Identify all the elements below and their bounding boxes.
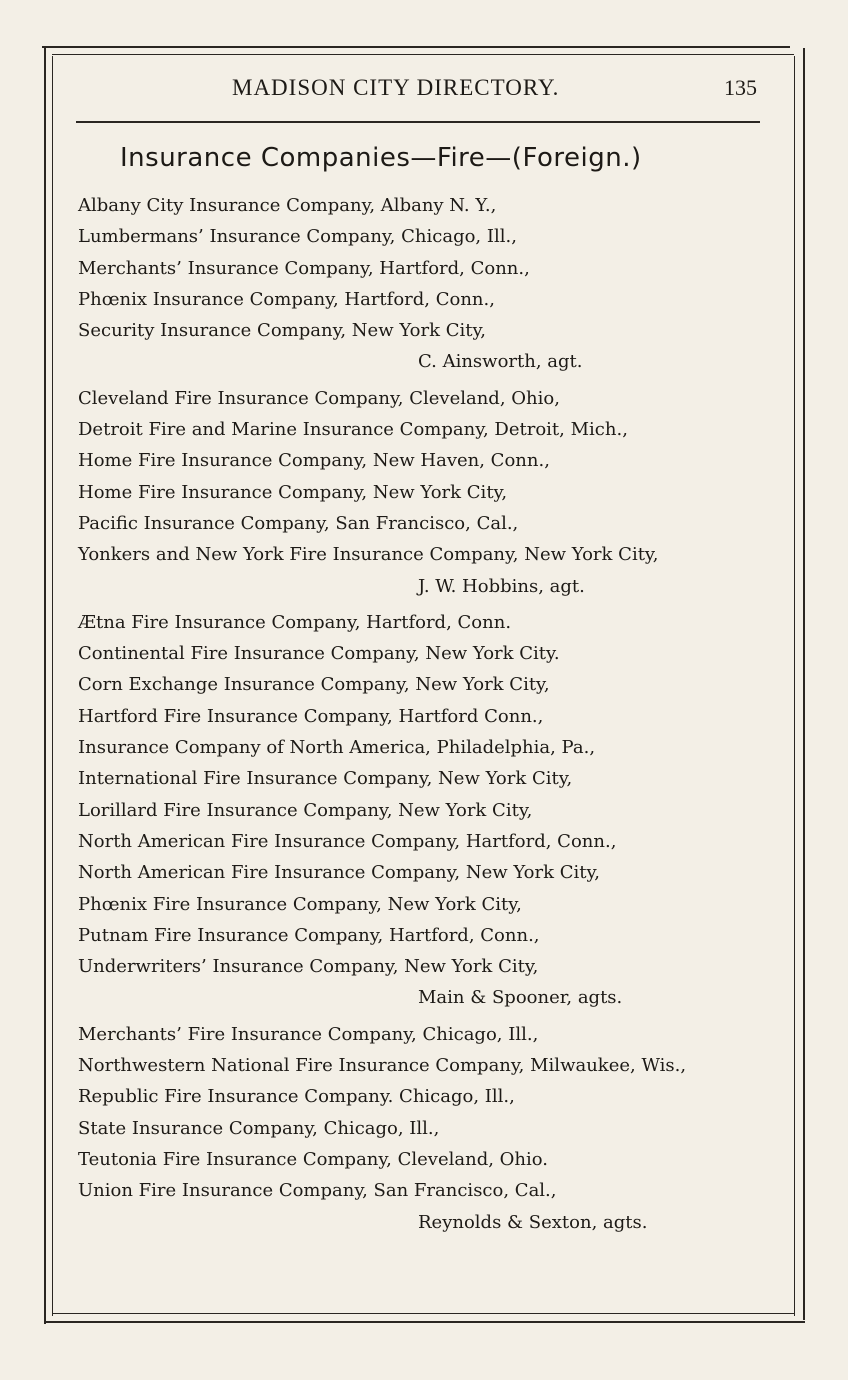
- company-entry: International Fire Insurance Company, New York City,: [78, 768, 573, 790]
- border-top-inner: [52, 54, 794, 55]
- company-entry: Cleveland Fire Insurance Company, Cleveland, Ohio,: [78, 387, 560, 409]
- border-bottom-inner: [52, 1313, 795, 1314]
- company-entry: Phœnix Insurance Company, Hartford, Conn.,: [78, 288, 495, 310]
- company-entry: Albany City Insurance Company, Albany N. Y.,: [78, 195, 497, 216]
- page-number: 135: [724, 75, 757, 100]
- company-entry: Continental Fire Insurance Company, New York City.: [78, 643, 560, 665]
- border-left-outer: [44, 48, 46, 1324]
- border-bottom-outer: [44, 1321, 805, 1323]
- company-entry: State Insurance Company, Chicago, Ill.,: [78, 1117, 440, 1139]
- border-left-inner: [52, 56, 53, 1316]
- company-entry: Putnam Fire Insurance Company, Hartford, Conn.,: [78, 924, 540, 946]
- company-entry: Security Insurance Company, New York City,: [78, 320, 486, 342]
- border-right-outer: [803, 48, 805, 1320]
- agent-group-ainsworth: [78, 190, 778, 378]
- company-entry: Teutonia Fire Insurance Company, Cleveland, Ohio.: [78, 1148, 549, 1170]
- agent-line: Reynolds & Sexton, agts.: [418, 1211, 648, 1233]
- company-entry: Merchants’ Insurance Company, Hartford, Conn.,: [78, 257, 530, 279]
- agent-line: J. W. Hobbins, agt.: [418, 575, 585, 597]
- company-entry: Merchants’ Fire Insurance Company, Chicago, Ill.,: [78, 1023, 539, 1045]
- company-entry: Hartford Fire Insurance Company, Hartford Conn.,: [78, 705, 544, 727]
- company-entry: Insurance Company of North America, Philadelphia, Pa.,: [78, 737, 596, 759]
- company-entry: Republic Fire Insurance Company. Chicago, Ill.,: [78, 1086, 515, 1108]
- agent-group-hobbins: [78, 383, 778, 602]
- company-entry: Home Fire Insurance Company, New Haven, Conn.,: [78, 450, 550, 472]
- company-entry: Home Fire Insurance Company, New York City,: [78, 481, 508, 503]
- company-entry: Corn Exchange Insurance Company, New York City,: [78, 674, 550, 696]
- company-entry: Ætna Fire Insurance Company, Hartford, Conn.: [78, 611, 512, 633]
- company-entry: North American Fire Insurance Company, Hartford, Conn.,: [78, 830, 617, 852]
- agent-line: C. Ainsworth, agt.: [418, 351, 583, 373]
- border-right-inner: [794, 56, 795, 1316]
- company-entry: Underwriters’ Insurance Company, New York City,: [78, 956, 539, 978]
- agent-line: Main & Spooner, agts.: [418, 987, 623, 1009]
- agent-group-reynolds-sexton: [78, 1019, 778, 1238]
- company-entry: Pacific Insurance Company, San Francisco, Cal.,: [78, 512, 519, 534]
- running-head: MADISON CITY DIRECTORY.: [232, 75, 560, 100]
- company-entry: Lumbermans’ Insurance Company, Chicago, Ill.,: [78, 226, 517, 248]
- company-entry: Phœnix Fire Insurance Company, New York City,: [78, 893, 522, 915]
- border-top-outer: [42, 46, 790, 48]
- company-entry: North American Fire Insurance Company, New York City,: [78, 862, 601, 884]
- section-title: Insurance Companies—Fire—(Foreign.): [120, 143, 642, 173]
- company-entry: Yonkers and New York Fire Insurance Company, New York City,: [78, 544, 659, 566]
- agent-group-main-spooner: [78, 607, 778, 1014]
- company-entry: Northwestern National Fire Insurance Company, Milwaukee, Wis.,: [78, 1055, 687, 1077]
- header-rule: [76, 121, 760, 123]
- company-entry: Lorillard Fire Insurance Company, New York City,: [78, 799, 533, 821]
- company-entry: Detroit Fire and Marine Insurance Company, Detroit, Mich.,: [78, 419, 628, 441]
- company-entry: Union Fire Insurance Company, San Francisco, Cal.,: [78, 1180, 557, 1202]
- company-list: [78, 190, 778, 1243]
